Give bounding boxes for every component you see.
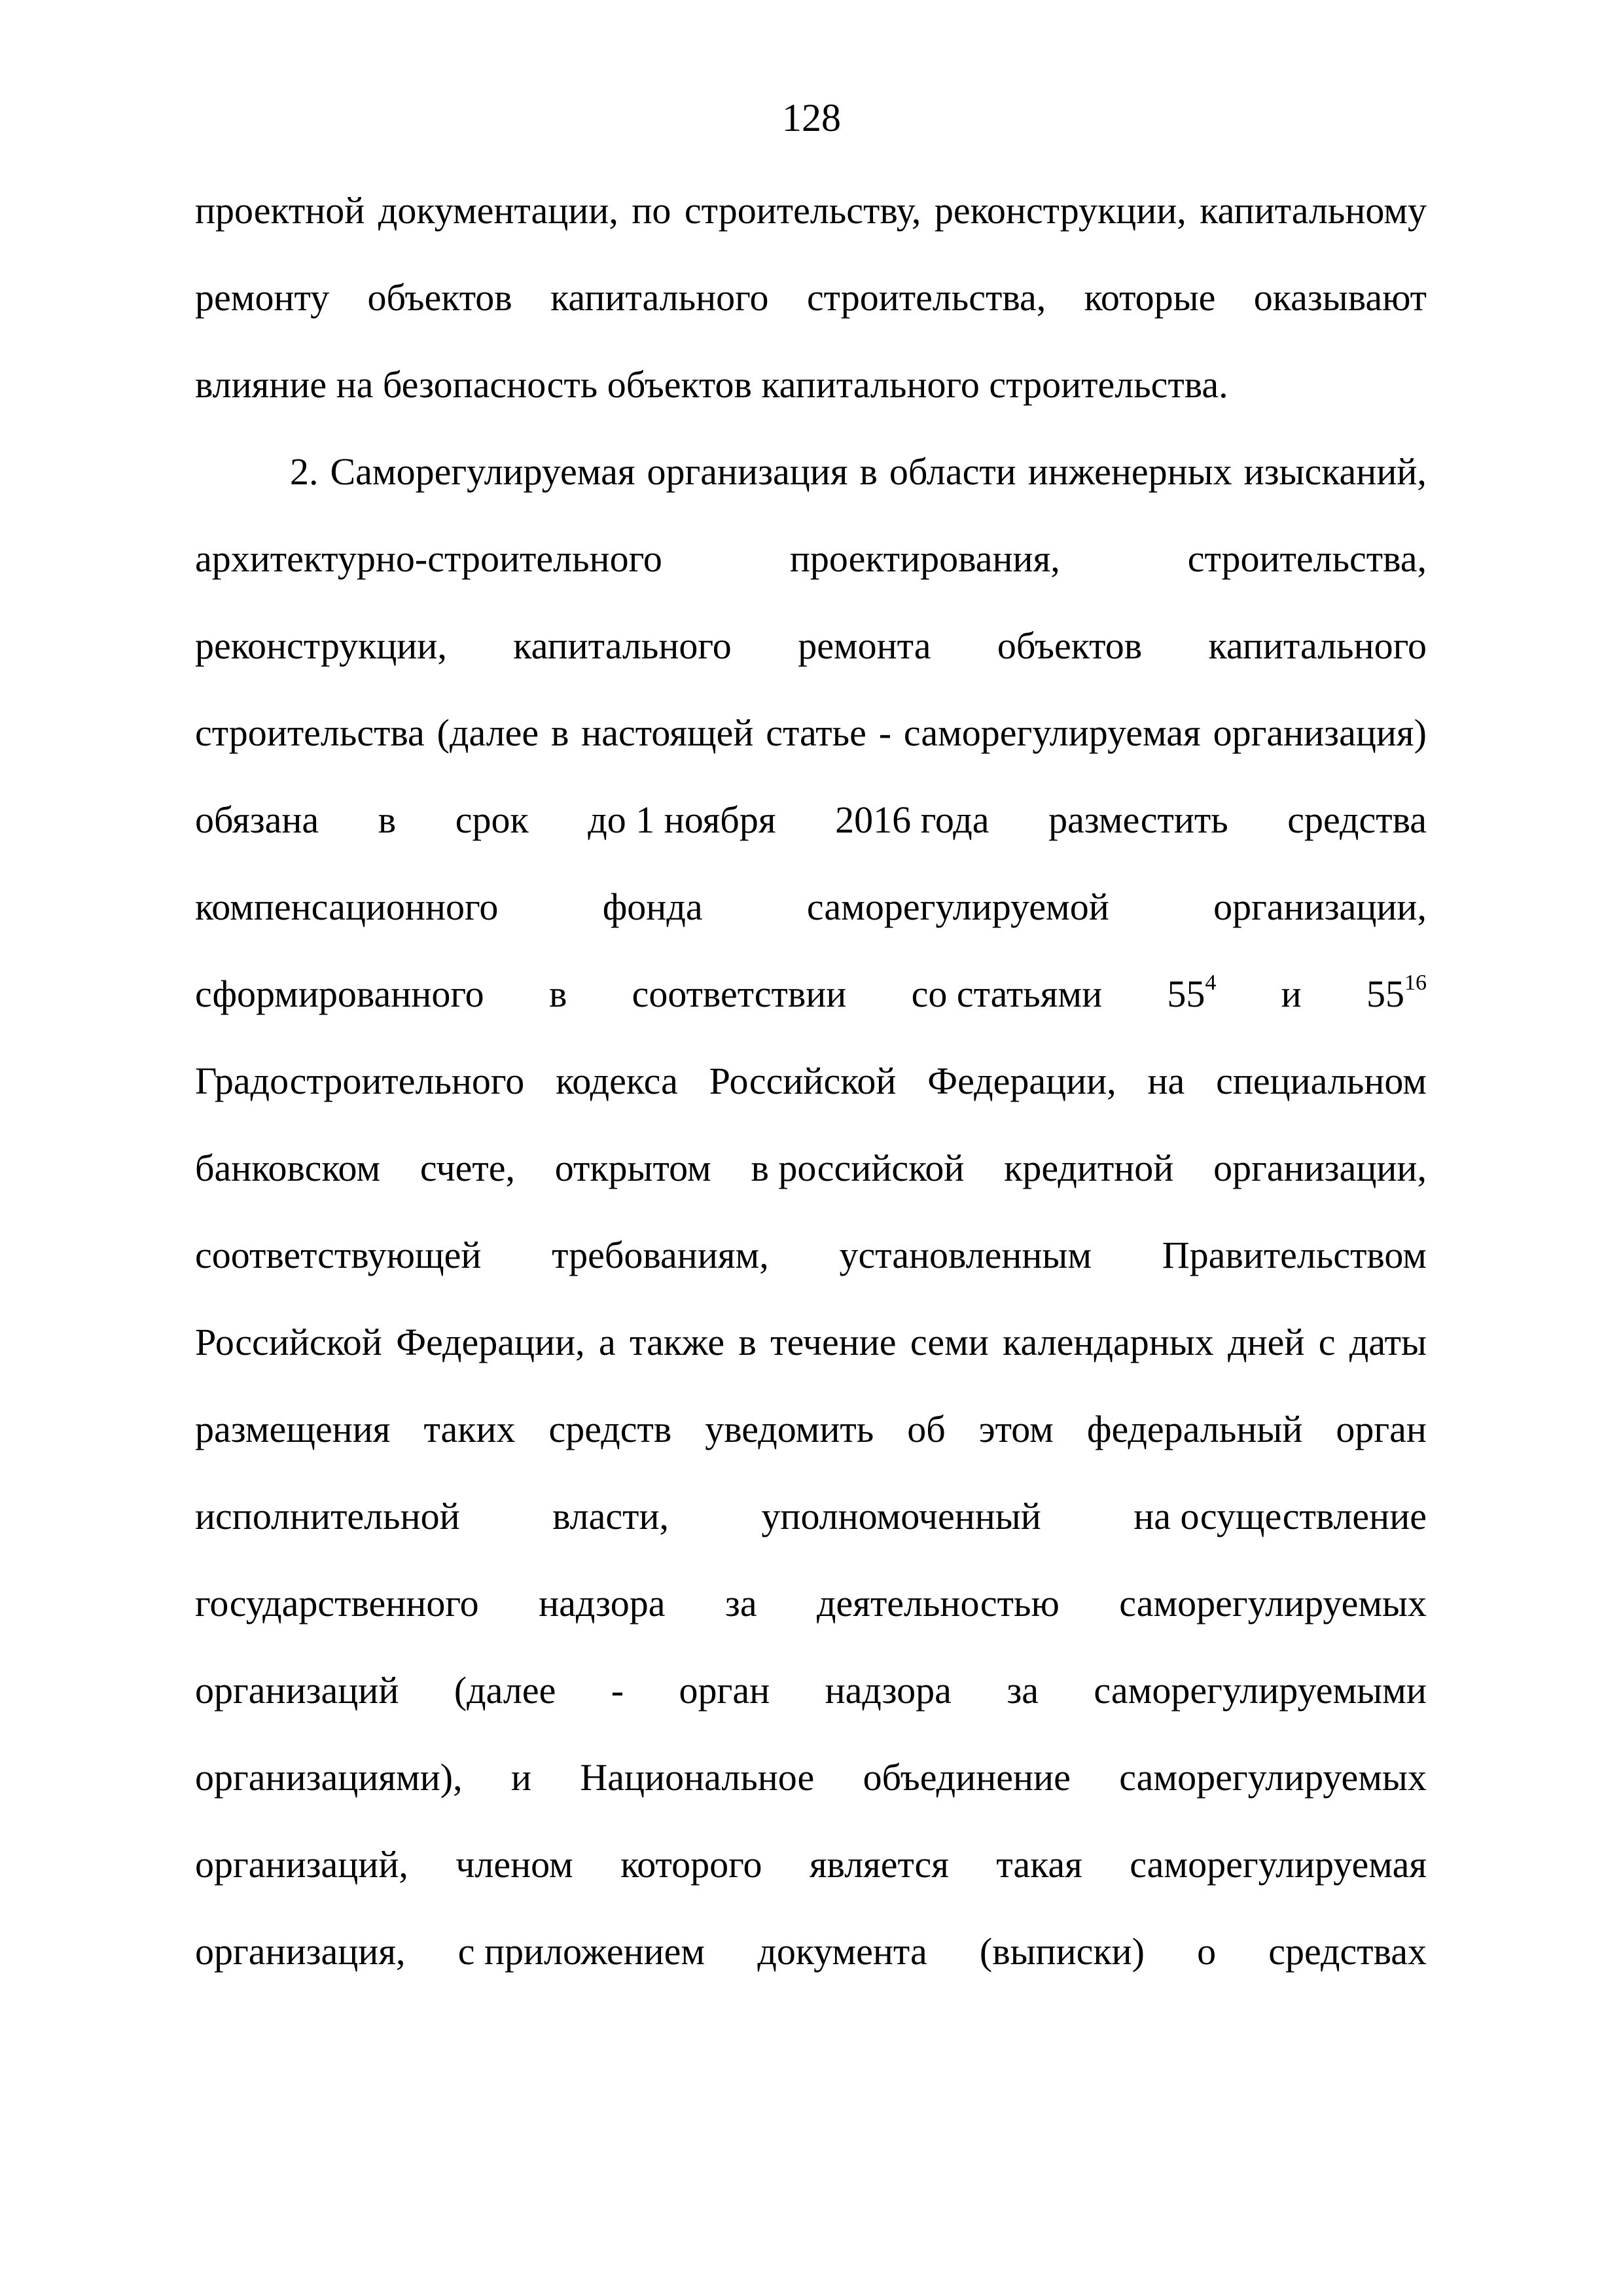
word: Национальное (580, 1756, 815, 1799)
word: (далее (437, 711, 539, 754)
word: является (809, 1843, 949, 1886)
word: проектирования, (789, 537, 1060, 580)
word: также (630, 1321, 725, 1363)
text-line (195, 1142, 1427, 1194)
text-line (195, 185, 1427, 237)
word: Градостроительного (195, 1060, 525, 1102)
word: объектов (367, 276, 512, 319)
word: и (510, 1756, 531, 1799)
word: с приложением (457, 1930, 705, 1973)
text-line (195, 968, 1427, 1020)
word: в (551, 711, 569, 754)
word: $55^4$ (1167, 970, 1217, 1015)
text-line (195, 1055, 1427, 1107)
word: в российской (751, 1147, 965, 1189)
word: - (878, 711, 892, 754)
word: за (724, 1582, 757, 1624)
word: фонда (602, 886, 703, 928)
word: капитального (513, 624, 732, 667)
word: саморегулируемых (1119, 1582, 1427, 1624)
text-line (195, 1229, 1427, 1282)
word: организация, (195, 1930, 406, 1973)
word: таких (423, 1408, 516, 1450)
word: строительства, (1187, 537, 1427, 580)
word: за (1007, 1669, 1039, 1712)
word: уполномоченный (761, 1495, 1041, 1537)
text-line (195, 1490, 1427, 1543)
word: саморегулируемыми (1094, 1669, 1427, 1712)
superscript: 16 (1404, 970, 1427, 995)
word: влияние на безопасность объектов капитального строительства. (195, 363, 1228, 406)
text-line (195, 1926, 1427, 1978)
word: открытом (554, 1147, 711, 1189)
word: организации, (1213, 886, 1427, 928)
word: на (1147, 1060, 1185, 1102)
word: организаций (195, 1669, 399, 1712)
word: исполнительной (195, 1495, 460, 1537)
word: саморегулируемая (1130, 1843, 1427, 1886)
word: которые (1084, 276, 1216, 319)
word: капитального (1208, 624, 1427, 667)
word: по (632, 189, 671, 232)
word: компенсационного (195, 886, 499, 928)
word: соответствующей (195, 1234, 482, 1276)
word: архитектурно-строительного (195, 537, 662, 580)
word: с (1318, 1321, 1336, 1363)
word: даты (1349, 1321, 1427, 1363)
word: саморегулируемой (806, 886, 1109, 928)
word: $55^{16}$ (1366, 970, 1427, 1015)
word: орган (679, 1669, 770, 1712)
word: календарных (1003, 1321, 1214, 1363)
word: со статьями (911, 973, 1103, 1015)
word: в (378, 798, 397, 841)
word: счете, (419, 1147, 516, 1189)
word: соответствии (632, 973, 847, 1015)
word: ремонту (195, 276, 330, 319)
word: организаций, (195, 1843, 408, 1886)
word: Правительством (1162, 1234, 1427, 1276)
word: статье (766, 711, 866, 754)
word: и (1281, 973, 1302, 1015)
word: организация (647, 450, 848, 493)
word: сформированного (195, 973, 484, 1015)
word: в (738, 1321, 757, 1363)
word: о (1197, 1930, 1217, 1973)
word: Федерации, (396, 1321, 585, 1363)
text-line (290, 446, 1427, 498)
text-line (195, 707, 1427, 759)
word: установленным (839, 1234, 1092, 1276)
word: документации, (378, 189, 618, 232)
word: оказывают (1253, 276, 1427, 319)
word: банковском (195, 1147, 381, 1189)
word: проектной (195, 189, 365, 232)
text-line (195, 533, 1427, 585)
text-line (195, 794, 1427, 846)
word: объектов (997, 624, 1143, 667)
word: инженерных (1027, 450, 1232, 493)
word: ремонта (798, 624, 931, 667)
text-line (195, 1751, 1427, 1804)
word: об (907, 1408, 946, 1450)
word: кредитной (1004, 1147, 1174, 1189)
word: надзора (825, 1669, 952, 1712)
word: Российской (709, 1060, 897, 1102)
word: требованиям, (552, 1234, 769, 1276)
word: течение (770, 1321, 897, 1363)
word: в (548, 973, 567, 1015)
word: 2. (290, 450, 319, 493)
word: капитальному (1200, 189, 1427, 232)
text-line (195, 1403, 1427, 1456)
word: реконструкции, (934, 189, 1186, 232)
word: надзора (539, 1582, 666, 1624)
word: объединение (863, 1756, 1071, 1799)
word: а (598, 1321, 616, 1363)
word: организация) (1213, 711, 1427, 754)
word: на осуществление (1133, 1495, 1427, 1537)
word: организации, (1213, 1147, 1427, 1189)
text-line (195, 1316, 1427, 1369)
word: обязана (195, 798, 319, 841)
word: средства (1287, 798, 1427, 841)
text-line (195, 1664, 1427, 1717)
word: изысканий, (1243, 450, 1427, 493)
word: документа (757, 1930, 927, 1973)
word: реконструкции, (195, 624, 447, 667)
text-line (195, 620, 1427, 672)
superscript: 4 (1205, 970, 1217, 995)
text-line (195, 272, 1427, 324)
word: срок (455, 798, 529, 841)
word: Федерации, (927, 1060, 1116, 1102)
word: (выписки) (979, 1930, 1145, 1973)
word: саморегулируемая (903, 711, 1201, 754)
word: строительства, (806, 276, 1046, 319)
word: средствах (1268, 1930, 1427, 1973)
word: строительству, (684, 189, 921, 232)
word: государственного (195, 1582, 479, 1624)
word: области (889, 450, 1016, 493)
word: 2016 года (835, 798, 990, 841)
word: этом (978, 1408, 1054, 1450)
word: - (611, 1669, 624, 1712)
word: федеральный (1086, 1408, 1303, 1450)
word: средств (548, 1408, 672, 1450)
word: размещения (195, 1408, 391, 1450)
word: уведомить (705, 1408, 874, 1450)
word: разместить (1048, 798, 1228, 841)
page-number: 128 (782, 96, 841, 139)
word: в (859, 450, 878, 493)
word: такая (996, 1843, 1082, 1886)
text-line (195, 1577, 1427, 1630)
word: которого (620, 1843, 762, 1886)
text-line (195, 359, 1427, 411)
word: (далее (454, 1669, 556, 1712)
word: дней (1228, 1321, 1305, 1363)
word: власти, (552, 1495, 669, 1537)
word: строительства (195, 711, 425, 754)
text-line (195, 1839, 1427, 1891)
word: саморегулируемых (1119, 1756, 1427, 1799)
word: специальном (1216, 1060, 1427, 1102)
text-line (195, 881, 1427, 933)
word: деятельностью (817, 1582, 1060, 1624)
word: Саморегулируемая (330, 450, 635, 493)
word: до 1 ноября (588, 798, 776, 841)
word: орган (1336, 1408, 1427, 1450)
word: настоящей (581, 711, 754, 754)
word: капитального (550, 276, 769, 319)
word: кодекса (556, 1060, 678, 1102)
word: организациями), (195, 1756, 463, 1799)
word: семи (910, 1321, 989, 1363)
word: Российской (195, 1321, 382, 1363)
word: членом (455, 1843, 573, 1886)
